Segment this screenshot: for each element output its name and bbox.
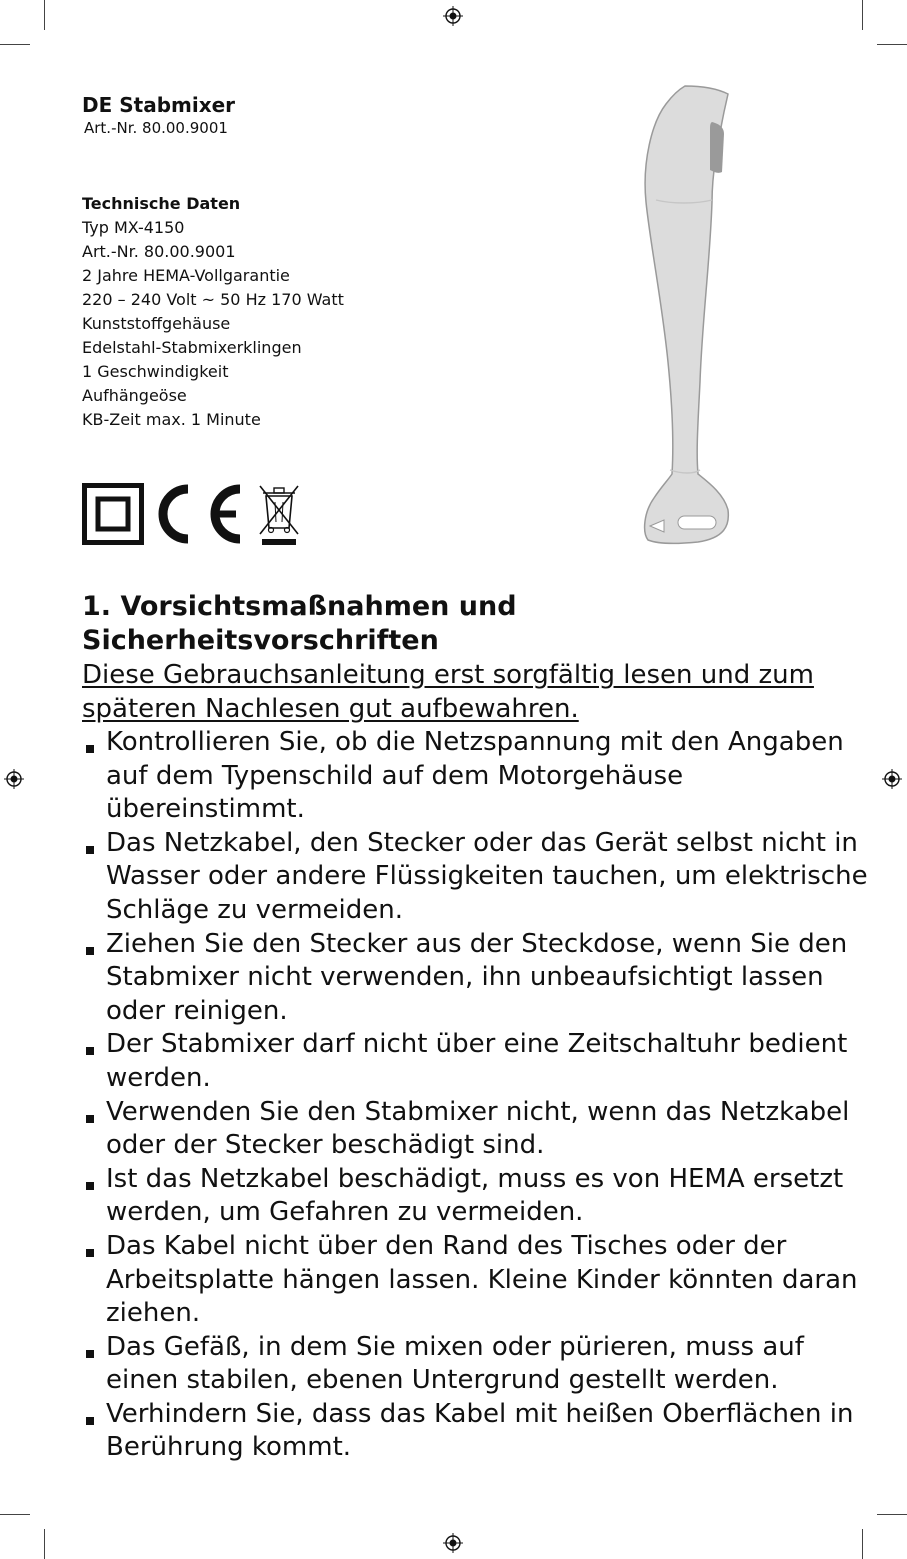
certification-symbols [82,482,302,546]
crop-mark [44,1529,45,1559]
bullet-icon [86,745,94,753]
product-header [82,92,235,138]
section-title-line2: Sicherheitsvorschriften [82,625,439,656]
section-title: 1. Vorsichtsmaßnahmen und [82,591,517,622]
technical-data [82,192,582,432]
hand-blender-image [638,82,734,550]
registration-mark-icon [443,1533,463,1553]
registration-mark-icon [882,769,902,789]
list-item [82,726,872,827]
list-item [82,1398,872,1465]
safety-list [82,726,872,1465]
spec-item: Aufhängeöse [82,386,187,405]
list-item [82,928,872,1029]
spec-item: Art.-Nr. 80.00.9001 [82,242,236,261]
specs-heading: Technische Daten [82,194,241,213]
list-item [82,827,872,928]
list-item-text: Ziehen Sie den Stecker aus der Steckdose, wenn Sie den Stabmixer nicht verwenden, ihn unbeaufsichtigt lassen oder reinigen. [106,928,848,1026]
crop-mark [877,44,907,45]
registration-mark-icon [443,6,463,26]
bullet-icon [86,1115,94,1123]
list-item [82,1028,872,1095]
bullet-icon [86,846,94,854]
spec-item: 220 – 240 Volt ~ 50 Hz 170 Watt [82,290,344,309]
list-item-text: Der Stabmixer darf nicht über eine Zeitschaltuhr bedient werden. [106,1029,848,1093]
list-item-text: Verwenden Sie den Stabmixer nicht, wenn das Netzkabel oder der Stecker beschädigt sind. [106,1096,850,1161]
list-item [82,1163,872,1230]
spec-list [82,216,582,432]
bullet-icon [86,1350,94,1358]
crop-mark [0,44,30,45]
list-item [82,1096,872,1163]
bullet-icon [86,1417,94,1425]
product-title: DE Stabmixer [82,93,236,117]
list-item-text: Das Kabel nicht über den Rand des Tisches oder der Arbeitsplatte hängen lassen. Kleine Kinder könnten daran ziehen. [106,1230,858,1329]
spec-item: KB-Zeit max. 1 Minute [82,410,261,429]
list-item-text: Das Gefäß, in dem Sie mixen oder pürieren, muss auf einen stabilen, ebenen Untergrund gestellt werden. [106,1331,804,1396]
spec-item: Edelstahl-Stabmixerklingen [82,338,302,357]
bullet-icon [86,1249,94,1257]
crop-mark [877,1514,907,1515]
spec-item: Typ MX-4150 [82,218,185,237]
crop-mark [862,1529,863,1559]
list-item [82,1331,872,1398]
weee-bin-icon [256,482,302,546]
crop-mark [44,0,45,30]
safety-section [82,590,872,1465]
ce-mark-icon [154,483,244,545]
article-number: Art.-Nr. 80.00.9001 [84,119,228,137]
list-item-text: Ist das Netzkabel beschädigt, muss es von HEMA ersetzt werden, um Gefahren zu vermeiden. [106,1163,844,1228]
spec-item: 1 Geschwindigkeit [82,362,229,381]
crop-mark [0,1514,30,1515]
bullet-icon [86,1182,94,1190]
double-insulation-icon [82,483,144,545]
bullet-icon [86,1047,94,1055]
list-item-text: Verhindern Sie, dass das Kabel mit heißen Oberflächen in Berührung kommt. [106,1398,854,1463]
list-item-text: Das Netzkabel, den Stecker oder das Gerät selbst nicht in Wasser oder andere Flüssigkeiten tauchen, um elektrische Schläge zu vermeiden. [106,827,868,925]
section-intro: Diese Gebrauchsanleitung erst sorgfältig lesen und zum späteren Nachlesen gut aufbewahren. [82,660,814,724]
list-item [82,1230,872,1331]
bullet-icon [86,947,94,955]
registration-mark-icon [4,769,24,789]
crop-mark [862,0,863,30]
spec-item: Kunststoffgehäuse [82,314,231,333]
spec-item: 2 Jahre HEMA-Vollgarantie [82,266,290,285]
list-item-text: Kontrollieren Sie, ob die Netzspannung mit den Angaben auf dem Typenschild auf dem Motorgehäuse übereinstimmt. [106,727,844,825]
